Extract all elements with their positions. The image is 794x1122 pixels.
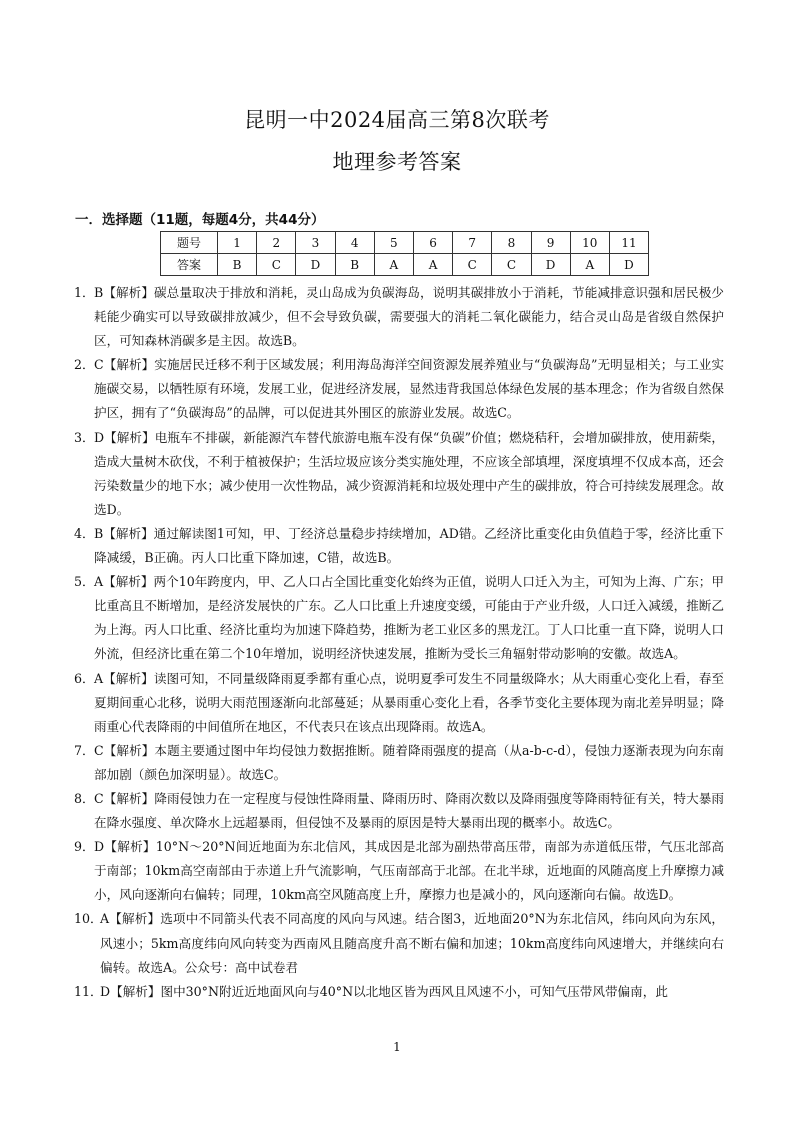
item-number: 6．: [74, 670, 95, 686]
list-item: [74, 907, 724, 979]
item-text: D【解析】电瓶车不排碳，新能源汽车替代旅游电瓶车没有保“负碳”价值；燃烧秸秆，会增加碳排放，使用薪柴，造成大量树木砍伐，不利于植被保护；生活垃圾应该分类实施处理，不应该全部填埋，深度填埋不仅成本高，还会污染数量少的地下水；减少使用一次性物品，减少资源消耗和垃圾处理中产生的碳排放，符合可持续发展理念。故选D。: [94, 429, 724, 517]
table-header-cell: 答案: [161, 254, 218, 276]
item-number: 3．: [74, 429, 95, 445]
answer-cell: D: [531, 254, 570, 276]
answer-cell: A: [570, 254, 609, 276]
answer-cell: C: [453, 254, 492, 276]
list-item: [74, 667, 724, 739]
item-text: C【解析】本题主要通过图中年均侵蚀力数据推断。随着降雨强度的提高（从a-b-c-d），侵蚀力逐渐表现为向东南部加剧（颜色加深明显）。故选C。: [94, 742, 724, 782]
list-item: [74, 787, 724, 835]
list-item: [74, 353, 724, 425]
list-item: [74, 426, 724, 522]
question-number-cell: 7: [453, 232, 492, 254]
item-number: 8．: [74, 790, 95, 806]
answer-cell: A: [413, 254, 452, 276]
question-number-cell: 10: [570, 232, 609, 254]
answer-cell: B: [335, 254, 374, 276]
table-header-cell: 题号: [161, 232, 218, 254]
item-text: D【解析】图中30°N附近近地面风向与40°N以北地区皆为西风且风速不小，可知气压带风带偏南，此: [100, 983, 668, 999]
answer-cell: D: [296, 254, 335, 276]
item-text: A【解析】选项中不同箭头代表不同高度的风向与风速。结合图3，近地面20°N为东北信风，纬向风向为东风，风速小；5km高度纬向风向转变为西南风且随高度升高不断右偏和加速；10km高度纬向风速增大，并继续向右偏转。故选A。公众号：高中试卷君: [100, 911, 724, 975]
page-number: 1: [393, 1040, 401, 1054]
answer-cell: D: [609, 254, 648, 276]
answer-table: [160, 231, 649, 276]
answer-cell: C: [257, 254, 296, 276]
item-number: 11．: [74, 983, 103, 999]
item-number: 9．: [74, 839, 95, 855]
question-number-cell: 8: [492, 232, 531, 254]
question-number-cell: 9: [531, 232, 570, 254]
question-number-cell: 2: [257, 232, 296, 254]
question-number-cell: 1: [218, 232, 257, 254]
list-item: [74, 570, 724, 666]
answer-table-row-numbers: [161, 232, 649, 254]
item-number: 4．: [74, 525, 95, 541]
item-text: A【解析】读图可知，不同量级降雨夏季都有重心点，说明夏季可发生不同量级降水；从大雨重心变化上看，春至夏期间重心北移，说明大雨范围逐渐向北部蔓延；从暴雨重心变化上看，各季节变化主要体现为南北差异明显；降雨重心代表降雨的中间值所在地区，不代表只在该点出现降雨。故选A。: [94, 670, 724, 734]
list-item: [74, 281, 724, 353]
item-text: D【解析】10°N～20°N间近地面为东北信风，其成因是北部为副热带高压带，南部为赤道低压带，气压北部高于南部；10km高空南部由于赤道上升气流影响，气压南部高于北部。在北半球，近地面的风随高度上升摩擦力减小，风向逐渐向右偏转；同理，10km高空风随高度上升，摩擦力也是减小的，风向逐渐向右偏。故选D。: [94, 839, 724, 903]
question-number-cell: 4: [335, 232, 374, 254]
question-number-cell: 6: [413, 232, 452, 254]
item-text: C【解析】降雨侵蚀力在一定程度与侵蚀性降雨量、降雨历时、降雨次数以及降雨强度等降雨特征有关，特大暴雨在降水强度、单次降水上远超暴雨，但侵蚀不及暴雨的原因是特大暴雨出现的概率小。故选C。: [94, 790, 724, 831]
answer-cell: C: [492, 254, 531, 276]
item-text: A【解析】两个10年跨度内，甲、乙人口占全国比重变化始终为正值，说明人口迁入为主，可知为上海、广东；甲比重高且不断增加，是经济发展快的广东。乙人口比重上升速度变缓，可能由于产业升级，人口迁入减缓，推断乙为上海。丙人口比重、经济比重均为加速下降趋势，推断为老工业区多的黑龙江。丁人口比重一直下降，说明人口外流，但经济比重在第二个10年增加，说明经济快速发展，推断为受长三角辐射带动影响的安徽。故选A。: [94, 574, 724, 662]
item-number: 10．: [74, 911, 103, 927]
page-subtitle: 地理参考答案: [332, 150, 462, 174]
item-number: 2．: [74, 357, 95, 373]
question-number-cell: 3: [296, 232, 335, 254]
list-item: [74, 835, 724, 907]
section-heading: 一．选择题（11题，每题4分，共44分）: [75, 212, 325, 228]
explanation-list: [74, 281, 724, 1004]
question-number-cell: 5: [374, 232, 413, 254]
answer-cell: A: [374, 254, 413, 276]
item-number: 1．: [74, 285, 95, 300]
answer-cell: B: [218, 254, 257, 276]
list-item: [74, 522, 724, 570]
question-number-cell: 11: [609, 232, 648, 254]
item-text: B【解析】通过解读图1可知，甲、丁经济总量稳步持续增加，AD错。乙经济比重变化由负值趋于零，经济比重下降减缓，B正确。丙人口比重下降加速，C错，故选B。: [94, 525, 724, 566]
item-number: 7．: [74, 742, 95, 758]
list-item: [74, 739, 724, 787]
page-title: 昆明一中2024届高三第8次联考: [244, 108, 550, 132]
item-text: C【解析】实施居民迁移不利于区域发展；利用海岛海洋空间资源发展养殖业与“负碳海岛”无明显相关；与工业实施碳交易，以牺牲原有环境，发展工业，促进经济发展，显然违背我国总体绿色发展的基本理念；作为省级自然保护区，拥有了“负碳海岛”的品牌，可以促进其外围区的旅游业发展。故选C。: [94, 357, 724, 421]
item-text: B【解析】碳总量取决于排放和消耗，灵山岛成为负碳海岛，说明其碳排放小于消耗，节能减排意识强和居民极少耗能少确实可以导致碳排放减少，但不会导致负碳，需要强大的消耗二氧化碳能力，结合灵山岛是省级自然保护区，可知森林消碳多是主因。故选B。: [94, 285, 724, 349]
item-number: 5．: [74, 574, 95, 590]
list-item: [74, 980, 724, 1004]
answer-table-row-answers: [161, 254, 649, 276]
